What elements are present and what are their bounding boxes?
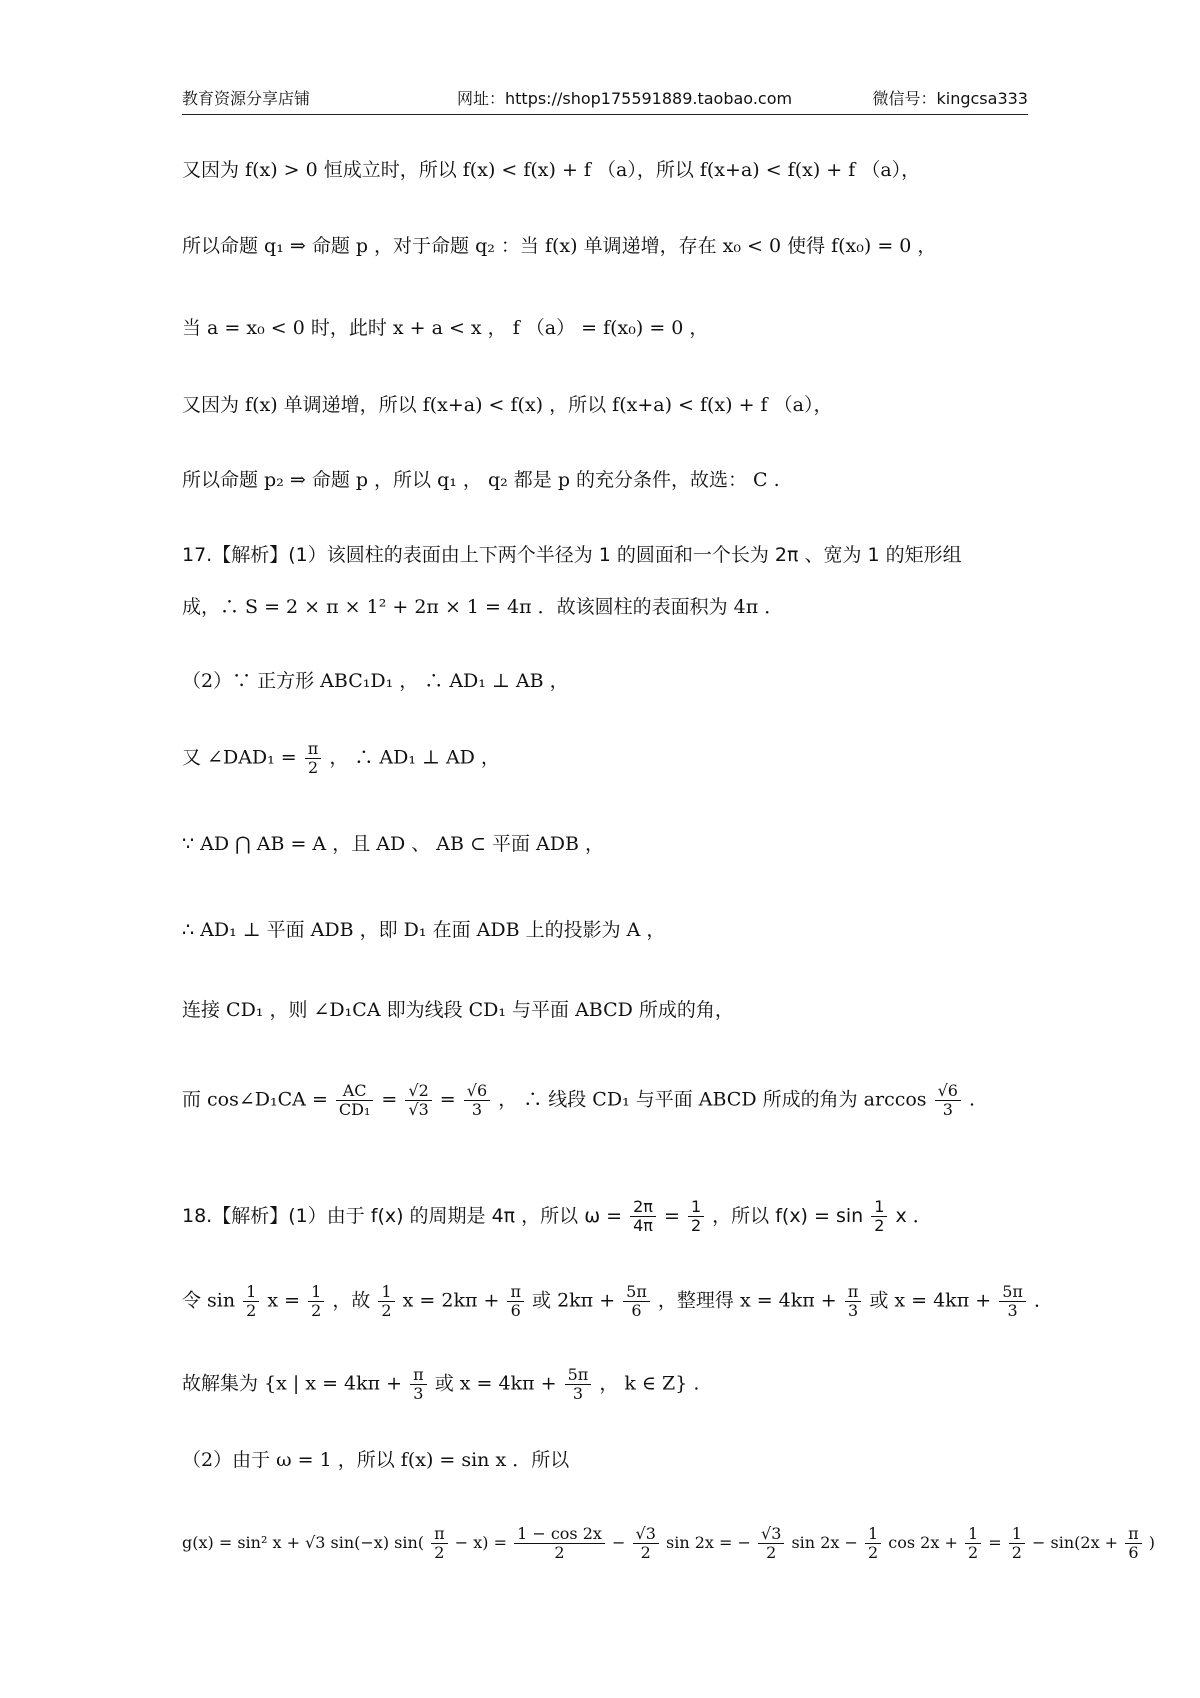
l15-d: x = 2kπ + — [402, 1289, 500, 1312]
problem-18-line-4: （2）由于 ω = 1 ，所以 f(x) = sin x ．所以 — [182, 1449, 570, 1471]
fraction-sqrt3-2-b — [758, 1525, 784, 1562]
problem-18-line-5 — [182, 1525, 1155, 1562]
problem-17-line-1: 17.【解析】(1）该圆柱的表面由上下两个半径为 1 的圆面和一个长为 2π 、宽为 1 的矩形组 — [182, 544, 962, 566]
frac-num: 1 — [965, 1525, 981, 1544]
frac-den: 6 — [631, 1301, 642, 1320]
frac-den: √3 — [408, 1100, 429, 1119]
fraction-half — [308, 1283, 324, 1320]
l14-pre: 18.【解析】(1）由于 f(x) 的周期是 4π ，所以 ω = — [182, 1205, 623, 1227]
frac-den: 2 — [434, 1543, 445, 1562]
frac-num: 5π — [565, 1366, 592, 1385]
l15-g: 或 x = 4kπ + — [869, 1289, 992, 1312]
frac-den: 3 — [1007, 1301, 1018, 1320]
frac-num: 2π — [630, 1198, 656, 1217]
frac-den: 2 — [867, 1543, 879, 1562]
l09-post: ， ∴ AD₁ ⊥ AD ， — [329, 746, 500, 769]
frac-den: 3 — [471, 1100, 483, 1119]
l16-b: 或 x = 4kπ + — [434, 1372, 557, 1395]
fraction-half — [965, 1525, 981, 1562]
l09-pre: 又 ∠DAD₁ = — [182, 746, 297, 769]
frac-num: 1 — [243, 1283, 259, 1302]
fraction-pi-6 — [1125, 1525, 1142, 1562]
frac-num: AC — [336, 1082, 373, 1101]
fraction-2pi-4pi — [630, 1198, 656, 1235]
frac-num: 1 — [1009, 1525, 1025, 1544]
l18-h: − sin(2x + — [1032, 1533, 1119, 1552]
frac-num: 1 − cos 2x — [514, 1525, 605, 1544]
l18-i: ) — [1148, 1533, 1156, 1552]
frac-num: √6 — [464, 1082, 490, 1101]
problem-17-line-8: 而 cos∠D₁CA = $\frac{AC}{\text{CD₁}}$ = $\frac{√2}{√3}$ = $\frac{√6}{3}$ ， ∴ 线段 CD₁ 与平面 ABCD 所成的角为 arccos $\frac{√6}{3}$ . — [182, 1081, 976, 1119]
frac-num: π — [410, 1366, 427, 1385]
frac-den: 6 — [510, 1301, 521, 1320]
l15-e: 或 2kπ + — [532, 1289, 616, 1312]
frac-num: π — [507, 1283, 524, 1302]
frac-num: √6 — [935, 1082, 961, 1101]
frac-den: 3 — [942, 1100, 953, 1119]
problem-18-line-3 — [182, 1366, 699, 1403]
l18-f: cos 2x + — [888, 1533, 958, 1552]
frac-num: π — [431, 1525, 448, 1544]
page-header — [182, 84, 1028, 115]
frac-den: 2 — [246, 1301, 257, 1320]
text-line-3: 当 a = x₀ < 0 时，此时 x + a < x ， f （a） = f(x₀) = 0 ， — [182, 317, 709, 339]
frac-den: 2 — [307, 758, 319, 777]
frac-num: 5π — [999, 1283, 1026, 1302]
problem-17-line-5: ∵ AD ⋂ AB = A ，且 AD 、 AB ⊂ 平面 ADB ， — [182, 833, 604, 855]
frac-den: 2 — [381, 1301, 392, 1320]
frac-num: π — [1125, 1525, 1142, 1544]
l16-a: 故解集为 {x | x = 4kπ + — [182, 1372, 403, 1395]
l14-mid: ，所以 f(x) = sin — [712, 1205, 864, 1227]
fraction-1-2-b — [871, 1198, 887, 1235]
problem-17-line-7: 连接 CD₁ ，则 ∠D₁CA 即为线段 CD₁ 与平面 ABCD 所成的角， — [182, 999, 734, 1021]
header-shop-name: 教育资源分享店铺 — [182, 89, 311, 108]
l15-a: 令 sin — [182, 1289, 236, 1312]
frac-num: π — [845, 1283, 862, 1302]
frac-num: √3 — [633, 1525, 659, 1544]
frac-num: 1 — [688, 1198, 704, 1217]
frac-den: CD₁ — [338, 1100, 371, 1119]
frac-den: 2 — [640, 1543, 651, 1562]
fraction-sqrt6-3 — [464, 1082, 490, 1119]
fraction-half — [865, 1525, 881, 1562]
l18-c: − — [612, 1533, 626, 1552]
frac-den: 3 — [572, 1384, 583, 1403]
l13-pre: 而 cos∠D₁CA = — [182, 1088, 328, 1111]
text-line-1: 又因为 f(x) > 0 恒成立时，所以 f(x) < f(x) + f （a），所以 f(x+a) < f(x) + f （a）， — [182, 159, 921, 181]
header-wechat: 微信号：kingcsa333 — [872, 89, 1028, 108]
l13-mid: ， ∴ 线段 CD₁ 与平面 ABCD 所成的角为 arccos — [498, 1088, 927, 1111]
frac-den: 6 — [1128, 1543, 1139, 1562]
l16-c: ， k ∈ Z} . — [599, 1372, 700, 1395]
frac-num: 5π — [623, 1283, 650, 1302]
fraction-pi-3 — [845, 1283, 862, 1320]
frac-den: 2 — [311, 1301, 322, 1320]
frac-num: 1 — [308, 1283, 324, 1302]
frac-den: 2 — [690, 1216, 702, 1235]
problem-18-line-2 — [182, 1283, 1053, 1320]
text-line-2: 所以命题 q₁ ⇒ 命题 p ，对于命题 q₂ ：当 f(x) 单调递增，存在 x₀ < 0 使得 f(x₀) = 0 ， — [182, 235, 937, 257]
l15-f: ，整理得 x = 4kπ + — [657, 1289, 837, 1312]
frac-num: 1 — [865, 1525, 881, 1544]
fraction-1-2 — [688, 1198, 704, 1235]
problem-17-line-4 — [182, 740, 500, 777]
frac-num: π — [305, 740, 322, 759]
frac-den: 3 — [847, 1301, 859, 1320]
fraction-pi-over-2 — [305, 740, 322, 777]
frac-den: 2 — [766, 1543, 777, 1562]
l15-c: ，故 — [332, 1289, 371, 1312]
fraction-pi-3 — [410, 1366, 427, 1403]
fraction-ac-cd1 — [336, 1082, 373, 1119]
l18-b: − x) = — [454, 1533, 507, 1552]
frac-den: 2 — [1011, 1543, 1022, 1562]
fraction-half — [1009, 1525, 1025, 1562]
fraction-sqrt6-3-b — [935, 1082, 961, 1119]
l14-end: x ． — [895, 1205, 932, 1227]
l15-h: ． — [1033, 1289, 1053, 1312]
fraction-sqrt3-2 — [633, 1525, 659, 1562]
fraction-1-cos2x-2 — [514, 1525, 605, 1562]
l18-a: g(x) = sin² x + √3 sin(−x) sin( — [182, 1533, 425, 1552]
frac-num: √3 — [758, 1525, 784, 1544]
text-line-5: 所以命题 p₂ ⇒ 命题 p ，所以 q₁ ， q₂ 都是 p 的充分条件，故选： C . — [182, 469, 780, 491]
frac-den: 2 — [874, 1216, 885, 1235]
fraction-half — [243, 1283, 259, 1320]
fraction-pi-6 — [507, 1283, 524, 1320]
fraction-half — [378, 1283, 394, 1320]
problem-17-line-6: ∴ AD₁ ⊥ 平面 ADB ，即 D₁ 在面 ADB 上的投影为 A ， — [182, 919, 666, 941]
problem-18-line-1: 18.【解析】(1）由于 f(x) 的周期是 4π ，所以 ω = $\frac{2\pi}{4\pi}$ = $\frac{1}{2}$ ，所以 f(x) = sin $\frac{1}{2}$ x ． — [182, 1197, 932, 1235]
text-line-4: 又因为 f(x) 单调递增，所以 f(x+a) < f(x) ，所以 f(x+a) < f(x) + f （a）， — [182, 394, 833, 416]
frac-den: 2 — [554, 1543, 565, 1562]
fraction-5pi-3 — [999, 1283, 1026, 1320]
l15-b: x = — [267, 1289, 301, 1312]
problem-17-line-2: 成，∴ S = 2 × π × 1² + 2π × 1 = 4π ．故该圆柱的表面积为 4π ． — [182, 596, 784, 618]
fraction-5pi-3 — [565, 1366, 592, 1403]
frac-num: 1 — [871, 1198, 887, 1217]
problem-17-line-3: （2）∵ 正方形 ABC₁D₁ ， ∴ AD₁ ⊥ AB ， — [182, 670, 569, 692]
fraction-pi-2 — [431, 1525, 448, 1562]
l13-end: . — [969, 1088, 976, 1111]
l18-g: = — [988, 1533, 1002, 1552]
fraction-sqrt2-sqrt3 — [405, 1082, 431, 1119]
frac-num: √2 — [405, 1082, 431, 1101]
l18-d: sin 2x = − — [666, 1533, 751, 1552]
l18-e: sin 2x − — [791, 1533, 858, 1552]
frac-den: 3 — [413, 1384, 424, 1403]
frac-den: 4π — [633, 1216, 653, 1235]
frac-den: 2 — [967, 1543, 979, 1562]
frac-num: 1 — [378, 1283, 394, 1302]
fraction-5pi-6 — [623, 1283, 650, 1320]
header-url: 网址：https://shop175591889.taobao.com — [457, 89, 793, 108]
